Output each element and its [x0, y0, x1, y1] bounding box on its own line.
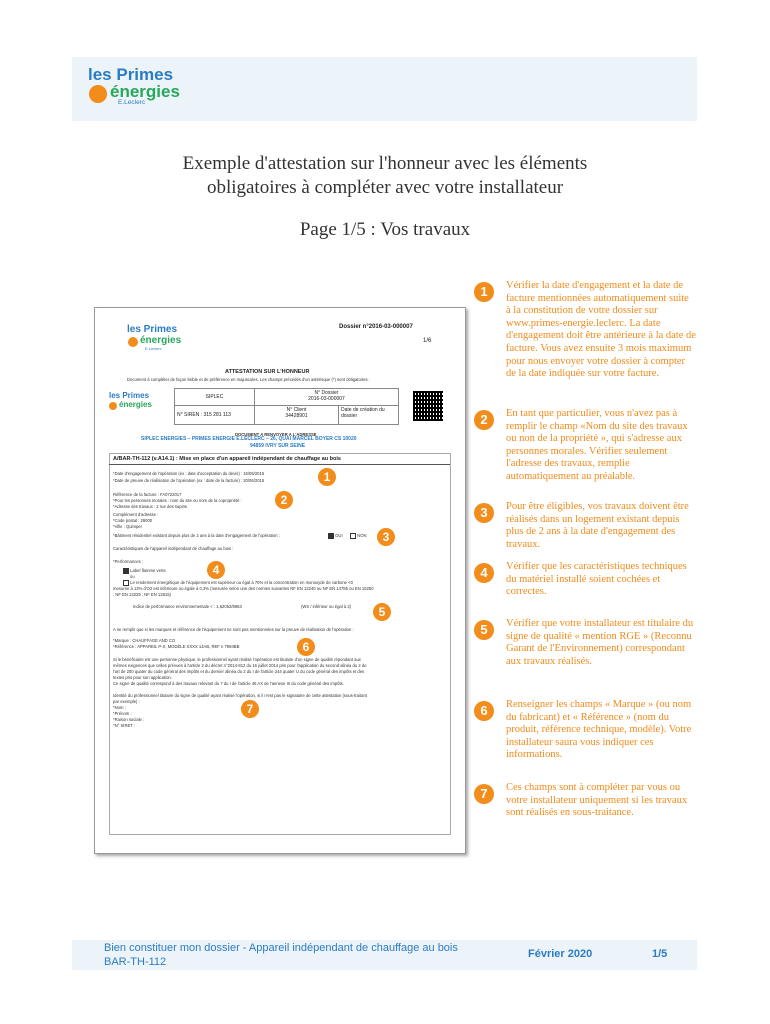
- doc-line: *Date de preuve de réalisation de l'opération (ex : date de la facture) : 20/06/2015: [113, 478, 265, 483]
- doc-logo-line2: énergies: [140, 335, 182, 346]
- note-2: En tant que particulier, vous n'avez pas à remplir le champ «Nom du site des travaux ou non de la propriété », qui s'adresse aux personnes morales. Vérifier seulement l'adresse des travaux, remplie automatiquement au préalable.: [506, 408, 688, 482]
- checkbox-checked-icon: [328, 533, 334, 539]
- marker-7: 7: [241, 700, 259, 718]
- doc-table-dossier-value: 2016-03-000007: [308, 396, 345, 402]
- note-7: Ces champs sont à compléter par vous ou votre installateur uniquement si les travaux sont réalisés en sous-traitance.: [506, 782, 688, 819]
- doc-line: Si le bénéficiaire est une personne physique, le professionnel ayant réalisé l'opération est titulaire d'un signe de qualité répondant aux: [113, 657, 361, 662]
- doc-page-number: 1/6: [423, 338, 432, 344]
- doc-oui-option: [328, 533, 343, 539]
- doc-table-logo: [109, 392, 169, 418]
- note-badge-1: 1: [474, 282, 494, 302]
- doc-line: ou: [130, 574, 135, 579]
- doc-line: textes pris pour son application.: [113, 675, 172, 680]
- doc-line: *Performances :: [113, 559, 144, 564]
- note-4: Vérifier que les caractéristiques techniques du matériel installé soient cochées et correctes.: [506, 561, 687, 598]
- doc-dossier-number: Dossier n°2016-03-000007: [339, 324, 413, 330]
- attestation-preview: [94, 307, 466, 854]
- footer-band: [72, 940, 697, 970]
- doc-line: *Code postal : 29000: [113, 518, 153, 523]
- marker-5: 5: [373, 603, 391, 621]
- note-badge-5: 5: [474, 620, 494, 640]
- doc-table-client: [255, 406, 339, 425]
- doc-table-dossier-label: N° Dossier: [314, 390, 339, 396]
- doc-address-title: DOCUMENT A RENVOYER A L'ADRESSE: [235, 432, 317, 437]
- doc-line: *Marque : CHAUFFAGE AND CO: [113, 638, 176, 643]
- qr-code-icon: [413, 391, 443, 421]
- doc-line: A ne remplir que si les marques et référence de l'équipement ne sont pas mentionnées sur la preuve de réalisation de l'opération :: [113, 627, 354, 632]
- note-6: Renseigner les champs « Marque » (ou nom du fabricant) et « Référence » (nom du produit, référence technique, modèle). Votre installateur saura vous indiquer ces informations.: [506, 699, 692, 761]
- doc-info-table: [174, 388, 399, 425]
- doc-heading: ATTESTATION SUR L'HONNEUR: [225, 369, 310, 375]
- marker-3: 3: [377, 528, 395, 546]
- note-1: Vérifier la date d'engagement et la date de facture mentionnées automatiquement suite à la constitution de votre dossier sur www.primes-energie.leclerc. La date d'engagement doit être antérieure à la date de facture. Vous avez ensuite 3 mois maximum pour nous envoyer votre dossier à compter de la date indiquée sur votre facture.: [506, 280, 696, 380]
- marker-1: 1: [318, 468, 336, 486]
- marker-6: 6: [297, 638, 315, 656]
- doc-table-siplec: SIPLEC: [175, 389, 255, 406]
- doc-line: mesurée à 13% d'O2 est inférieure ou égale à 0,3% (mesurée selon une des normes suivantes NF EN 13240 ou NF EN 14785 ou EN 15250: [113, 586, 374, 591]
- doc-table-date: Date de création du dossier: [339, 406, 399, 425]
- note-badge-3: 3: [474, 503, 494, 523]
- checkbox-checked-icon: [123, 568, 129, 574]
- note-badge-7: 7: [474, 784, 494, 804]
- doc-table-client-value: 34428901: [285, 413, 308, 419]
- doc-line: Ce signe de qualité correspond à des travaux relevant du 7 du I de l'article 46 AX de l'annexe III du code général des impôts.: [113, 681, 344, 686]
- doc-line: *Bâtiment résidentiel existant depuis plus de 2 ans à la date d'engagement de l'opération :: [113, 533, 280, 538]
- page-title-line2: obligatoires à compléter avec votre installateur: [206, 177, 564, 198]
- doc-table-logo-sun-icon: [109, 402, 117, 410]
- footer-text-line1: Bien constituer mon dossier - Appareil indépendant de chauffage au bois: [104, 942, 458, 954]
- doc-line: *Date d'engagement de l'opération (ex : date d'acceptation du devis) : 15/06/2015: [113, 471, 265, 476]
- checkbox-icon: [350, 533, 356, 539]
- doc-table-dossier: [255, 389, 399, 406]
- doc-line: Indice de performance environnementale < : 1,62053/8963: [133, 604, 242, 609]
- doc-line: *Ville : Quimper: [113, 524, 143, 529]
- logo-line3: E.Leclerc: [118, 99, 146, 106]
- note-5: Vérifier que votre installateur est titulaire du signe de qualité « mention RGE » (Reconnu Garant de l'Environnement) correspondant aux travaux réalisés.: [506, 618, 694, 667]
- doc-table-client-label: N° Client: [286, 407, 307, 413]
- doc-line: Identité du professionnel titulaire du signe de qualité ayant réalisé l'opération, si il n'est pas le signataire de cette attestation (sous-traitant: [113, 693, 367, 698]
- doc-line: par exemple) :: [113, 699, 140, 704]
- doc-rendement-text: Le rendement énergétique de l'équipement est supérieur ou égal à 70% et la concentration en monoxyde de carbone <0: [130, 580, 353, 586]
- doc-section-separator: [109, 464, 450, 465]
- doc-logo: [127, 325, 207, 355]
- doc-line: *Prénom :: [113, 711, 132, 716]
- doc-logo-line1: les Primes: [127, 324, 178, 335]
- doc-line: mêmes exigences que celles prévues à l'article 2 du décret n°2014-812 du 16 juillet 2014 pris pour l'application du second alinéa du 2 de: [113, 663, 367, 668]
- note-badge-6: 6: [474, 701, 494, 721]
- brand-logo: [88, 66, 208, 110]
- doc-logo-sun-icon: [128, 337, 138, 347]
- doc-line: l'art de 200 quater du code général des impôts et du dernier alinéa du 2 du I de l'article 244 quater U du code général des impôts et des: [113, 669, 365, 674]
- footer-text-line2: BAR-TH-112: [104, 956, 167, 968]
- footer-date: Février 2020: [528, 948, 593, 960]
- footer-title: [104, 941, 458, 969]
- doc-line: *N° SIRET :: [113, 723, 136, 728]
- logo-sun-icon: [89, 85, 107, 103]
- doc-address-line2: 94859 IVRY SUR SEINE: [250, 443, 306, 449]
- doc-label-text: Label flamme verte: [130, 568, 166, 574]
- doc-line: Complément d'adresse :: [113, 512, 159, 517]
- doc-line: *Référence : APPAREIL P-X, MODÈLE XXXX 14AB, REF n 7994BB: [113, 644, 240, 649]
- doc-table-siren: N° SIREN : 315 281 113: [175, 406, 255, 425]
- page-title-line1: Exemple d'attestation sur l'honneur avec les éléments: [182, 153, 588, 174]
- doc-line: ; NF EN 13229 ; NF EN 12815): [113, 592, 171, 597]
- doc-table-logo-line2: énergies: [119, 400, 152, 409]
- note-3: Pour être éligibles, vos travaux doivent être réalisés dans un logement existant depuis plus de 2 ans à la date d'engagement des travaux.: [506, 501, 689, 550]
- doc-line: *Pour les personnes morales : nom du site ou nom de la copropriété :: [113, 498, 242, 503]
- doc-line: *Nom :: [113, 705, 126, 710]
- note-badge-4: 4: [474, 563, 494, 583]
- doc-line: Référence de la facture : FA0722017: [113, 492, 182, 497]
- page-subtitle: Page 1/5 : Vos travaux: [299, 219, 471, 240]
- footer-page: 1/5: [652, 948, 668, 960]
- logo-line2: énergies: [110, 82, 180, 101]
- doc-section-title: A/BAR-TH-112 (v.A14.1) : Mise en place d'un appareil indépendant de chauffage au bois: [113, 456, 341, 462]
- doc-line: Caractéristiques de l'appareil indépendant de chauffage au bois :: [113, 546, 234, 551]
- doc-line: (WS / inférieur ou égal à 2): [301, 604, 352, 609]
- doc-address-line1: SIPLEC ENERGIES – PRIMES ENERGIE E.LECLERC – 26, QUAI MARCEL BOYER CS 10020: [141, 436, 357, 442]
- marker-4: 4: [207, 561, 225, 579]
- doc-table-logo-line1: les Primes: [109, 391, 150, 400]
- doc-oui-label: OUI: [335, 533, 343, 539]
- logo-line1: les Primes: [88, 65, 174, 84]
- note-badge-2: 2: [474, 410, 494, 430]
- doc-non-label: NON: [357, 533, 367, 539]
- doc-line: *Adresse des travaux : 2 rue des sapins: [113, 504, 188, 509]
- marker-2: 2: [275, 491, 293, 509]
- doc-intro: Document à compléter de façon lisible et de préférence en majuscules. Les champs précédés d'un astérisque (*) sont obligatoires.: [127, 377, 369, 382]
- doc-logo-line3: E.Leclerc: [145, 346, 162, 351]
- doc-line: *Raison sociale :: [113, 717, 145, 722]
- doc-non-option: [350, 533, 366, 539]
